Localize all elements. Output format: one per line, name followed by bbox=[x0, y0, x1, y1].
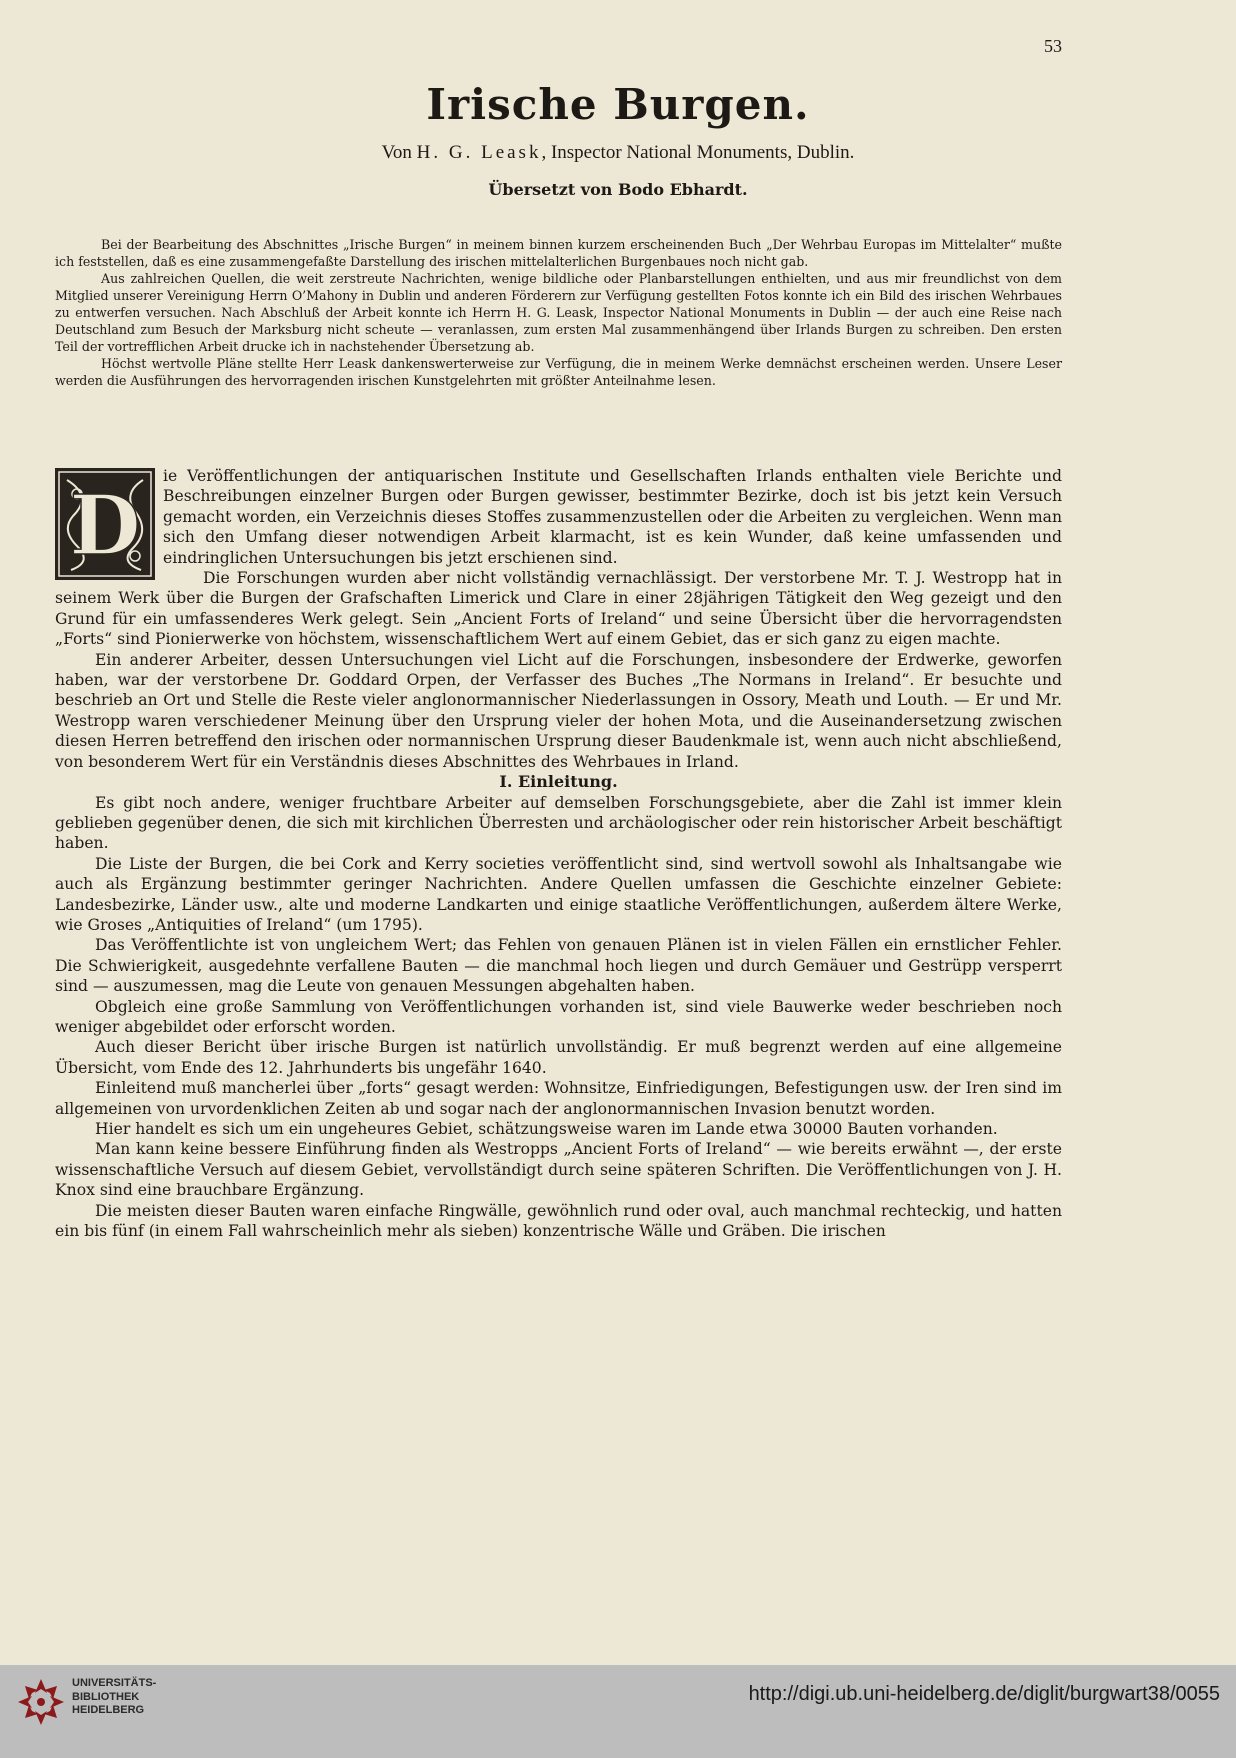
author-line bbox=[0, 142, 1236, 164]
translator-line: Übersetzt von Bodo Ebhardt. bbox=[488, 180, 748, 199]
body-paragraph: Es gibt noch andere, weniger fruchtbare Arbeiter auf demselben Forschungsgebiete, aber die Zahl ist immer klein geblieben gegenüber denen, die sich mit kirchlichen Überresten und archäologischer oder rein historischer Arbeit beschäftigt haben. bbox=[55, 793, 1062, 853]
section-heading: I. Einleitung. bbox=[499, 772, 618, 792]
body-paragraph: Die Forschungen wurden aber nicht vollständig vernachlässigt. Der verstorbene Mr. T. J. Westropp hat in seinem Werk über die Burgen der Grafschaften Limerick und Clare in einer 28jährigen Tätigkeit den Weg gezeigt und den Grund für ein umfassenderes Werk gelegt. Sein „Ancient Forts of Ireland“ und seine Übersicht über die hervorragendsten „Forts“ sind Pionierwerke von höchstem, wissenschaftlichem Wert auf einem Gebiet, das er sich ganz zu eigen machte. bbox=[55, 569, 1062, 649]
body-paragraph: Die meisten dieser Bauten waren einfache Ringwälle, gewöhnlich rund oder oval, auch manchmal rechteckig, und hatten ein bis fünf (in einem Fall wahrscheinlich mehr als sieben) konzentrische Wälle und Gräben. Die irischen bbox=[55, 1201, 1062, 1241]
university-library-logo-icon[interactable] bbox=[16, 1677, 66, 1727]
preface-paragraph: Bei der Bearbeitung des Abschnittes „Irische Burgen“ in meinem binnen kurzem erscheinenden Buch „Der Wehrbau Europas im Mittelalter“ mußte ich feststellen, daß es eine zusammengefaßte Darstellung des irischen mittelalterlichen Burgenbaues noch nicht gab. bbox=[55, 237, 1062, 269]
preface-paragraph: Aus zahlreichen Quellen, die weit zerstreute Nachrichten, wenige bildliche oder Planbarstellungen enthielten, und aus mir freundlichst von dem Mitglied unserer Vereinigung Herrn O’Mahony in Dublin und anderen Förderern zur Verfügung gestellten Fotos konnte ich ein Bild des irischen Wehrbaues zu entwerfen versuchen. Nach Abschluß der Arbeit konnte ich Herrn H. G. Leask, Inspector National Monuments in Dublin — der auch eine Reise nach Deutschland zum Besuch der Marksburg nicht scheute — veranlassen, zum ersten Mal zusammenhängend über Irlands Burgen zu schreiben. Den ersten Teil der vortrefflichen Arbeit drucke ich in nachstehender Übersetzung ab. bbox=[55, 271, 1062, 354]
viewer-footer bbox=[0, 1665, 1236, 1758]
author-name: H. G. Leask bbox=[416, 142, 542, 163]
library-name[interactable] bbox=[72, 1677, 222, 1718]
body-paragraph: Einleitend muß mancherlei über „forts“ gesagt werden: Wohnsitze, Einfriedigungen, Befestigungen usw. der Iren sind im allgemeinen von urvordenklichen Zeiten ab und sogar nach der anglonormannischen Invasion benutzt worden. bbox=[55, 1079, 1062, 1118]
body-paragraph: Obgleich eine große Sammlung von Veröffentlichungen vorhanden ist, sind viele Bauwerke weder beschrieben noch weniger abgebildet oder erforscht worden. bbox=[55, 997, 1062, 1036]
editor-preface bbox=[55, 236, 1062, 389]
body-paragraph: Das Veröffentlichte ist von ungleichem Wert; das Fehlen von genauen Plänen ist in vielen Fällen ein ernstlicher Fehler. Die Schwierigkeit, ausgedehnte verfallene Bauten — die manchmal hoch liegen und durch Gemäuer und Gestrüpp versperrt sind — auszumessen, mag die Leute von genauen Messungen abgehalten haben. bbox=[55, 936, 1062, 996]
body-paragraph: ie Veröffentlichungen der antiquarischen Institute und Gesellschaften Irlands enthalten viele Berichte und Beschreibungen einzelner Burgen oder Burgen gewisser, bestimmter Bezirke, doch ist bis jetzt kein Versuch gemacht worden, ein Verzeichnis dieses Stoffes zusammenzustellen oder die Arbeiten zu vergleichen. Wenn man sich den Umfang dieser notwendigen Arbeit klarmacht, ist es kein Wunder, daß keine umfassenden und eindringlichen Untersuchungen bis jetzt erschienen sind. bbox=[163, 467, 1062, 567]
article-body bbox=[55, 466, 1062, 1241]
article-title: Irische Burgen. bbox=[426, 80, 810, 129]
body-paragraph: Hier handelt es sich um ein ungeheures Gebiet, schätzungsweise waren im Lande etwa 30000 Bauten vorhanden. bbox=[95, 1120, 998, 1138]
preface-paragraph: Höchst wertvolle Pläne stellte Herr Leask dankenswerterweise zur Verfügung, die in meinem Werke demnächst erscheinen werden. Unsere Leser werden die Ausführungen des hervorragenden irischen Kunstgelehrten mit größter Anteilnahme lesen. bbox=[55, 356, 1062, 388]
library-name-line: BIBLIOTHEK bbox=[72, 1690, 140, 1703]
ornamental-initial-d bbox=[53, 466, 157, 582]
library-name-line: HEIDELBERG bbox=[72, 1704, 145, 1716]
body-paragraph: Auch dieser Bericht über irische Burgen ist natürlich unvollständig. Er muß begrenzt werden auf eine allgemeine Übersicht, vom Ende des 12. Jahrhunderts bis ungefähr 1640. bbox=[55, 1038, 1062, 1077]
dropcap-letter: D bbox=[69, 478, 141, 574]
author-prefix: Von bbox=[381, 142, 412, 163]
permalink-url[interactable]: http://digi.ub.uni-heidelberg.de/diglit/burgwart38/0055 bbox=[748, 1683, 1220, 1705]
author-suffix: , Inspector National Monuments, Dublin. bbox=[541, 142, 855, 163]
body-paragraph: Die Liste der Burgen, die bei Cork and Kerry societies veröffentlicht sind, sind wertvoll sowohl als Inhaltsangabe wie auch als Ergänzung bestimmter geringer Nachrichten. Andere Quellen umfassen die Geschichte einzelner Gebiete: Landesbezirke, Länder usw., alte und moderne Landkarten und einige staatliche Veröffentlichungen, außerdem ältere Werke, wie Groses „Antiquities of Ireland“ (um 1795). bbox=[55, 854, 1062, 934]
page-number: 53 bbox=[1044, 36, 1062, 56]
library-name-line: UNIVERSITÄTS- bbox=[72, 1677, 157, 1689]
body-paragraph: Man kann keine bessere Einführung finden als Westropps „Ancient Forts of Ireland“ — wie bereits erwähnt —, der erste wissenschaftliche Versuch auf diesem Gebiet, vervollständigt durch seine späteren Schriften. Die Veröffentlichungen von J. H. Knox sind eine brauchbare Ergänzung. bbox=[55, 1140, 1062, 1200]
body-paragraph: Ein anderer Arbeiter, dessen Untersuchungen viel Licht auf die Forschungen, insbesondere der Erdwerke, geworfen haben, war der verstorbene Dr. Goddard Orpen, der Verfasser des Buches „The Normans in Ireland“. Er besuchte und beschrieb an Ort und Stelle die Reste vieler anglonormannischer Niederlassungen in Ossory, Meath und Louth. — Er und Mr. Westropp waren verschiedener Meinung über den Ursprung vieler der hohen Mota, und die Auseinandersetzung zwischen diesen Herren betreffend den irischen oder normannischen Ursprung dieser Baudenkmale ist, wenn auch nicht abschließend, von besonderem Wert für ein Verständnis dieses Abschnittes des Wehrbaues in Irland. bbox=[55, 650, 1062, 771]
